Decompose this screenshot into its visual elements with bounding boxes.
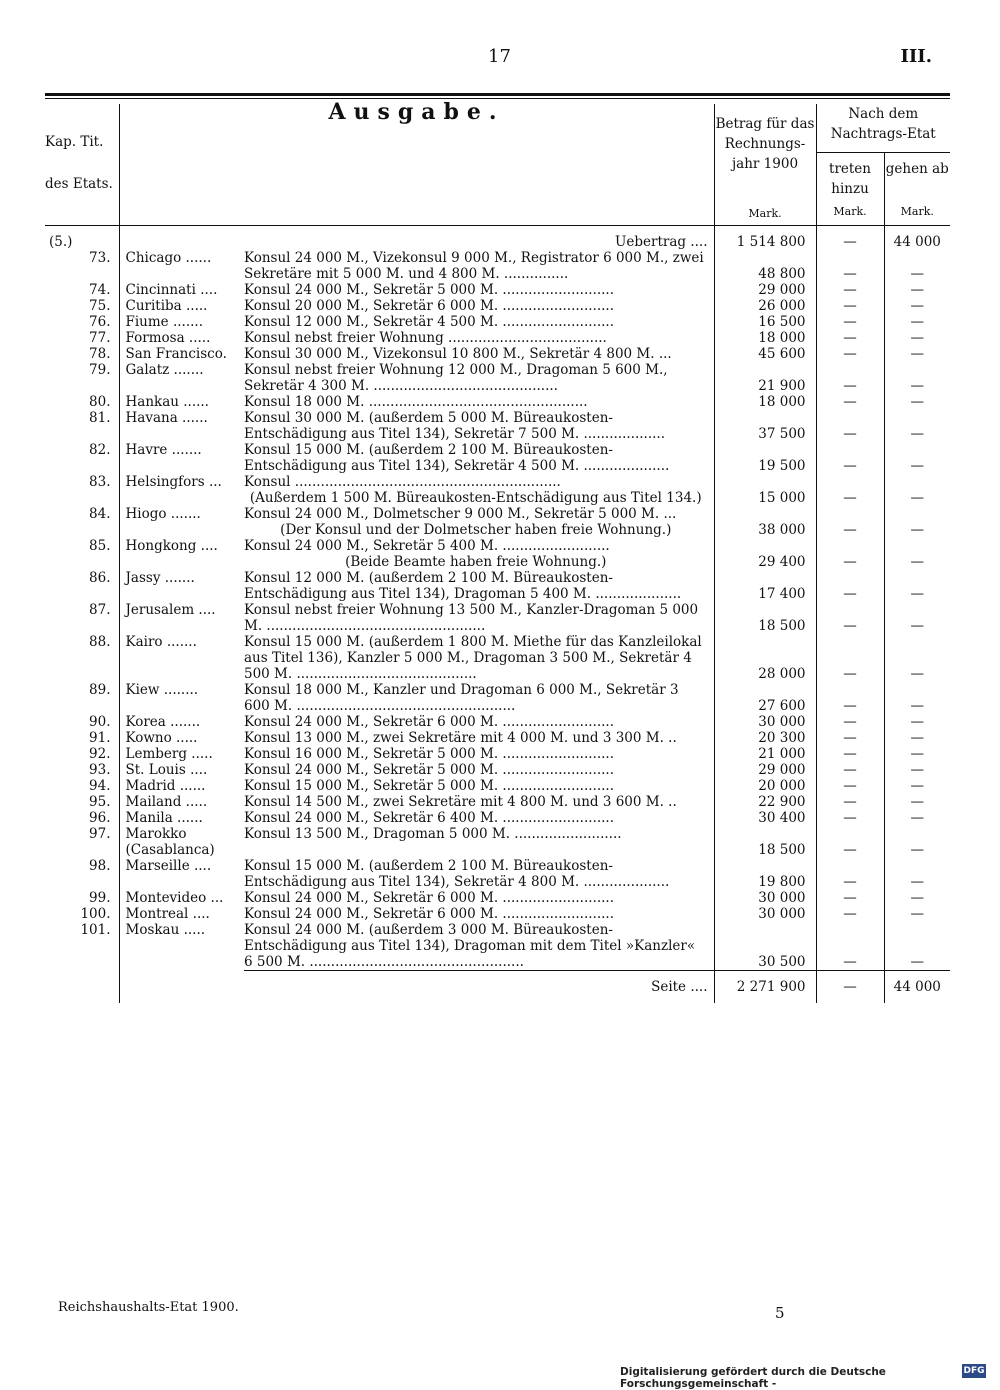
- place-name: Hiogo .......: [125, 506, 201, 522]
- col-header-amount: Betrag für das Rechnungs- jahr 1900 Mark.: [714, 104, 816, 226]
- place-name: Kairo .......: [125, 634, 197, 650]
- place-name: Chicago ......: [125, 250, 212, 266]
- add-value: —: [816, 794, 884, 810]
- top-rule: [45, 93, 950, 96]
- add-value: —: [816, 778, 884, 794]
- table-row: [45, 506, 950, 538]
- amount: 30 000: [714, 714, 816, 730]
- tit-number: 77.: [45, 330, 119, 346]
- add-value: —: [816, 714, 884, 730]
- description: Konsul 15 000 M. (außerdem 2 100 M. Büreaukosten-Entschädigung aus Titel 134), Sekretär 4 500 M. ....................: [244, 442, 714, 474]
- amount: 38 000: [714, 506, 816, 538]
- tit-number: 75.: [45, 298, 119, 314]
- tit-number: 82.: [45, 442, 119, 474]
- tit-number: 98.: [45, 858, 119, 890]
- sub-value: —: [910, 314, 925, 330]
- page-header: [40, 46, 950, 76]
- description: Konsul 24 000 M. (außerdem 3 000 M. Büreaukosten-Entschädigung aus Titel 134), Dragoman mit dem Titel »Kanzler« 6 500 M. ..................................................: [244, 922, 714, 971]
- tit-number: 76.: [45, 314, 119, 330]
- amount: 18 000: [714, 330, 816, 346]
- sub-value: —: [910, 890, 925, 906]
- description: Konsul .............................................................. (Außerdem 1 500 M. Büreaukosten-Entschädigung aus Titel 134.): [244, 474, 714, 506]
- description: Konsul 15 000 M., Sekretär 5 000 M. ..........................: [244, 778, 714, 794]
- place-name: Montreal ....: [125, 906, 210, 922]
- add-value: —: [816, 762, 884, 778]
- tit-number: 84.: [45, 506, 119, 538]
- sub-value: —: [910, 618, 925, 634]
- description: Konsul 12 000 M., Sekretär 4 500 M. ..........................: [244, 314, 714, 330]
- tit-number: 85.: [45, 538, 119, 570]
- sub-value: —: [910, 426, 925, 442]
- tit-number: 79.: [45, 362, 119, 394]
- sub-value: —: [910, 698, 925, 714]
- sub-value: —: [910, 666, 925, 682]
- description: Konsul 30 000 M. (außerdem 5 000 M. Büreaukosten-Entschädigung aus Titel 134), Sekretär 7 500 M. ...................: [244, 410, 714, 442]
- sub-value: —: [910, 554, 925, 570]
- amount: 30 000: [714, 890, 816, 906]
- footer-publication: Reichshaushalts-Etat 1900.: [58, 1300, 239, 1315]
- sub-value: —: [910, 330, 925, 346]
- amount: 18 500: [714, 826, 816, 858]
- description: Konsul 30 000 M., Vizekonsul 10 800 M., Sekretär 4 800 M. ...: [244, 346, 714, 362]
- description: Konsul 18 000 M., Kanzler und Dragoman 6 000 M., Sekretär 3 600 M. ...................................................: [244, 682, 714, 714]
- add-value: —: [816, 282, 884, 298]
- sub-value: —: [910, 714, 925, 730]
- tit-number: 97.: [45, 826, 119, 858]
- col-header-add: treten hinzu Mark.: [816, 153, 884, 226]
- digitization-credit: Digitalisierung gefördert durch die Deutsche Forschungsgemeinschaft -: [620, 1366, 886, 1390]
- col-header-sub: gehen ab Mark.: [884, 153, 950, 226]
- table-row: [45, 682, 950, 714]
- add-value: —: [816, 506, 884, 538]
- description: Konsul 24 000 M., Sekretär 6 000 M. ..........................: [244, 890, 714, 906]
- description-note: (Beide Beamte haben freie Wohnung.): [345, 554, 607, 570]
- place-name: Jerusalem ....: [125, 602, 216, 618]
- tit-number: 91.: [45, 730, 119, 746]
- add-value: —: [816, 346, 884, 362]
- seite-add: —: [816, 971, 884, 1004]
- amount: 29 000: [714, 282, 816, 298]
- tit-number: 86.: [45, 570, 119, 602]
- table-row: [45, 858, 950, 890]
- description: Konsul 15 000 M. (außerdem 2 100 M. Büreaukosten-Entschädigung aus Titel 134), Sekretär 4 800 M. ....................: [244, 858, 714, 890]
- sub-value: —: [910, 874, 925, 890]
- description: Konsul 24 000 M., Sekretär 6 000 M. ..........................: [244, 714, 714, 730]
- table-row: [45, 410, 950, 442]
- tit-number: 83.: [45, 474, 119, 506]
- budget-table: [45, 99, 950, 1003]
- table-row: [45, 730, 950, 746]
- place-name: Manila ......: [125, 810, 203, 826]
- place-name: Helsingfors ...: [125, 474, 222, 490]
- tit-number: 94.: [45, 778, 119, 794]
- table-row: [45, 762, 950, 778]
- table-row: [45, 810, 950, 826]
- table-row: [45, 442, 950, 474]
- amount: 48 800: [714, 250, 816, 282]
- sub-value: —: [910, 906, 925, 922]
- add-value: —: [816, 682, 884, 714]
- place-name: San Francisco.: [125, 346, 227, 362]
- table-row: [45, 474, 950, 506]
- tit-number: 92.: [45, 746, 119, 762]
- description: Konsul 24 000 M., Sekretär 5 400 M. ......................... (Beide Beamte haben freie Wohnung.): [244, 538, 714, 570]
- tit-number: 87.: [45, 602, 119, 634]
- table-row: [45, 922, 950, 971]
- amount: 18 500: [714, 602, 816, 634]
- add-value: —: [816, 538, 884, 570]
- table-row: [45, 746, 950, 762]
- amount: 26 000: [714, 298, 816, 314]
- tit-number: 93.: [45, 762, 119, 778]
- amount: 29 400: [714, 538, 816, 570]
- table-row: [45, 250, 950, 282]
- table-row: [45, 538, 950, 570]
- sub-value: —: [910, 346, 925, 362]
- amount: 30 000: [714, 906, 816, 922]
- table-row: [45, 570, 950, 602]
- sub-value: —: [910, 746, 925, 762]
- add-value: —: [816, 410, 884, 442]
- amount: 45 600: [714, 346, 816, 362]
- description: Konsul 16 000 M., Sekretär 5 000 M. ..........................: [244, 746, 714, 762]
- sub-value: —: [910, 842, 925, 858]
- dfg-logo: DFG: [963, 1366, 985, 1376]
- place-name: Hankau ......: [125, 394, 209, 410]
- seite-amount: 2 271 900: [714, 971, 816, 1004]
- col-header-title: Ausgabe.: [119, 104, 714, 226]
- amount: 19 800: [714, 858, 816, 890]
- add-value: —: [816, 298, 884, 314]
- sub-value: —: [910, 810, 925, 826]
- add-value: —: [816, 394, 884, 410]
- description-note: (Außerdem 1 500 M. Büreaukosten-Entschädigung aus Titel 134.): [249, 490, 702, 506]
- place-name: Madrid ......: [125, 778, 206, 794]
- description: Konsul 24 000 M., Vizekonsul 9 000 M., Registrator 6 000 M., zwei Sekretäre mit 5 000 M. und 4 800 M. ...............: [244, 250, 714, 282]
- amount: 21 900: [714, 362, 816, 394]
- add-value: —: [816, 474, 884, 506]
- tit-number: 99.: [45, 890, 119, 906]
- sub-value: —: [910, 586, 925, 602]
- uebertrag-row: [45, 234, 950, 250]
- sub-value: —: [910, 762, 925, 778]
- description: Konsul 24 000 M., Sekretär 5 000 M. ..........................: [244, 282, 714, 298]
- uebertrag-add: —: [816, 234, 884, 250]
- uebertrag-amount: 1 514 800: [714, 234, 816, 250]
- sub-value: —: [910, 490, 925, 506]
- sub-value: —: [910, 378, 925, 394]
- amount: 16 500: [714, 314, 816, 330]
- description: Konsul 20 000 M., Sekretär 6 000 M. ..........................: [244, 298, 714, 314]
- tit-number: 101.: [45, 922, 119, 971]
- col-header-nachtrag: Nach dem Nachtrags-Etat: [816, 104, 950, 153]
- add-value: —: [816, 314, 884, 330]
- table-row: [45, 346, 950, 362]
- add-value: —: [816, 906, 884, 922]
- sub-value: —: [910, 394, 925, 410]
- place-name: Havre .......: [125, 442, 202, 458]
- place-name: St. Louis ....: [125, 762, 208, 778]
- table-row: [45, 394, 950, 410]
- table-row: [45, 282, 950, 298]
- tit-number: 90.: [45, 714, 119, 730]
- tit-number: 74.: [45, 282, 119, 298]
- add-value: —: [816, 362, 884, 394]
- description: Konsul nebst freier Wohnung 13 500 M., Kanzler-Dragoman 5 000 M. ...................................................: [244, 602, 714, 634]
- description: Konsul 13 500 M., Dragoman 5 000 M. .........................: [244, 826, 714, 858]
- add-value: —: [816, 810, 884, 826]
- tit-number: 81.: [45, 410, 119, 442]
- place-name: Hongkong ....: [125, 538, 218, 554]
- table-row: [45, 298, 950, 314]
- description: Konsul 13 000 M., zwei Sekretäre mit 4 000 M. und 3 300 M. ..: [244, 730, 714, 746]
- table-row: [45, 634, 950, 682]
- tit-number: 78.: [45, 346, 119, 362]
- sub-value: —: [910, 282, 925, 298]
- description: Konsul 12 000 M. (außerdem 2 100 M. Büreaukosten-Entschädigung aus Titel 134), Dragoman 5 400 M. ....................: [244, 570, 714, 602]
- place-name: Formosa .....: [125, 330, 211, 346]
- tit-number: 95.: [45, 794, 119, 810]
- add-value: —: [816, 826, 884, 858]
- table-row: [45, 714, 950, 730]
- tit-number: 80.: [45, 394, 119, 410]
- place-name: Montevideo ...: [125, 890, 224, 906]
- sub-value: —: [910, 778, 925, 794]
- footer-signature: 5: [775, 1304, 785, 1322]
- table-row: [45, 362, 950, 394]
- add-value: —: [816, 442, 884, 474]
- description: Konsul 18 000 M. ...................................................: [244, 394, 714, 410]
- table-row: [45, 826, 950, 858]
- tit-number: 73.: [45, 250, 119, 282]
- table-row: [45, 794, 950, 810]
- uebertrag-label: Uebertrag ....: [244, 234, 714, 250]
- seite-label: Seite ....: [244, 971, 714, 1004]
- kap-number: (5.): [45, 234, 119, 250]
- table-row: [45, 778, 950, 794]
- amount: 22 900: [714, 794, 816, 810]
- description: Konsul 15 000 M. (außerdem 1 800 M. Miethe für das Kanzleilokal aus Titel 136), Kanzler 5 000 M., Dragoman 3 500 M., Sekretär 4 500 M. ..........................................: [244, 634, 714, 682]
- add-value: —: [816, 634, 884, 682]
- amount: 17 400: [714, 570, 816, 602]
- add-value: —: [816, 890, 884, 906]
- add-value: —: [816, 858, 884, 890]
- description: Konsul nebst freier Wohnung .....................................: [244, 330, 714, 346]
- place-name: Curitiba .....: [125, 298, 208, 314]
- table-row: [45, 314, 950, 330]
- table-row: [45, 890, 950, 906]
- add-value: —: [816, 746, 884, 762]
- amount: 20 000: [714, 778, 816, 794]
- amount: 21 000: [714, 746, 816, 762]
- amount: 27 600: [714, 682, 816, 714]
- description: Konsul 14 500 M., zwei Sekretäre mit 4 800 M. und 3 600 M. ..: [244, 794, 714, 810]
- place-name: Jassy .......: [125, 570, 195, 586]
- page-number: 17: [488, 46, 511, 67]
- add-value: —: [816, 730, 884, 746]
- description: Konsul 24 000 M., Sekretär 5 000 M. ..........................: [244, 762, 714, 778]
- amount: 20 300: [714, 730, 816, 746]
- seite-sub: 44 000: [884, 971, 950, 1004]
- place-name: Korea .......: [125, 714, 201, 730]
- uebertrag-sub: 44 000: [893, 234, 941, 250]
- amount: 28 000: [714, 634, 816, 682]
- amount: 29 000: [714, 762, 816, 778]
- description: Konsul nebst freier Wohnung 12 000 M., Dragoman 5 600 M., Sekretär 4 300 M. ...........................................: [244, 362, 714, 394]
- place-name: Moskau .....: [125, 922, 206, 938]
- place-name: Kowno .....: [125, 730, 198, 746]
- place-name: Fiume .......: [125, 314, 203, 330]
- sub-value: —: [910, 266, 925, 282]
- description: Konsul 24 000 M., Sekretär 6 400 M. ..........................: [244, 810, 714, 826]
- place-name: Cincinnati ....: [125, 282, 218, 298]
- table-row: [45, 906, 950, 922]
- description: Konsul 24 000 M., Sekretär 6 000 M. ..........................: [244, 906, 714, 922]
- amount: 18 000: [714, 394, 816, 410]
- sub-value: —: [910, 522, 925, 538]
- sub-value: —: [910, 954, 925, 970]
- amount: 30 500: [714, 922, 816, 971]
- tit-number: 96.: [45, 810, 119, 826]
- place-name: Marokko (Casablanca): [125, 826, 215, 858]
- add-value: —: [816, 570, 884, 602]
- col-header-kap: Kap. Tit. des Etats.: [45, 104, 119, 226]
- tit-number: 89.: [45, 682, 119, 714]
- sub-value: —: [910, 298, 925, 314]
- add-value: —: [816, 602, 884, 634]
- place-name: Lemberg .....: [125, 746, 213, 762]
- sub-value: —: [910, 730, 925, 746]
- table-row: [45, 330, 950, 346]
- place-name: Marseille ....: [125, 858, 212, 874]
- sub-value: —: [910, 794, 925, 810]
- sub-value: —: [910, 458, 925, 474]
- description-note: (Der Konsul und der Dolmetscher haben freie Wohnung.): [280, 522, 672, 538]
- table-row: [45, 602, 950, 634]
- amount: 37 500: [714, 410, 816, 442]
- seite-row: [45, 971, 950, 1004]
- section-number: III.: [900, 46, 932, 67]
- tit-number: 100.: [45, 906, 119, 922]
- add-value: —: [816, 250, 884, 282]
- place-name: Galatz .......: [125, 362, 204, 378]
- place-name: Kiew ........: [125, 682, 199, 698]
- tit-number: 88.: [45, 634, 119, 682]
- amount: 30 400: [714, 810, 816, 826]
- amount: 15 000: [714, 474, 816, 506]
- add-value: —: [816, 330, 884, 346]
- place-name: Mailand .....: [125, 794, 208, 810]
- place-name: Havana ......: [125, 410, 208, 426]
- add-value: —: [816, 922, 884, 971]
- amount: 19 500: [714, 442, 816, 474]
- description: Konsul 24 000 M., Dolmetscher 9 000 M., Sekretär 5 000 M. ... (Der Konsul und der Dolmetscher haben freie Wohnung.): [244, 506, 714, 538]
